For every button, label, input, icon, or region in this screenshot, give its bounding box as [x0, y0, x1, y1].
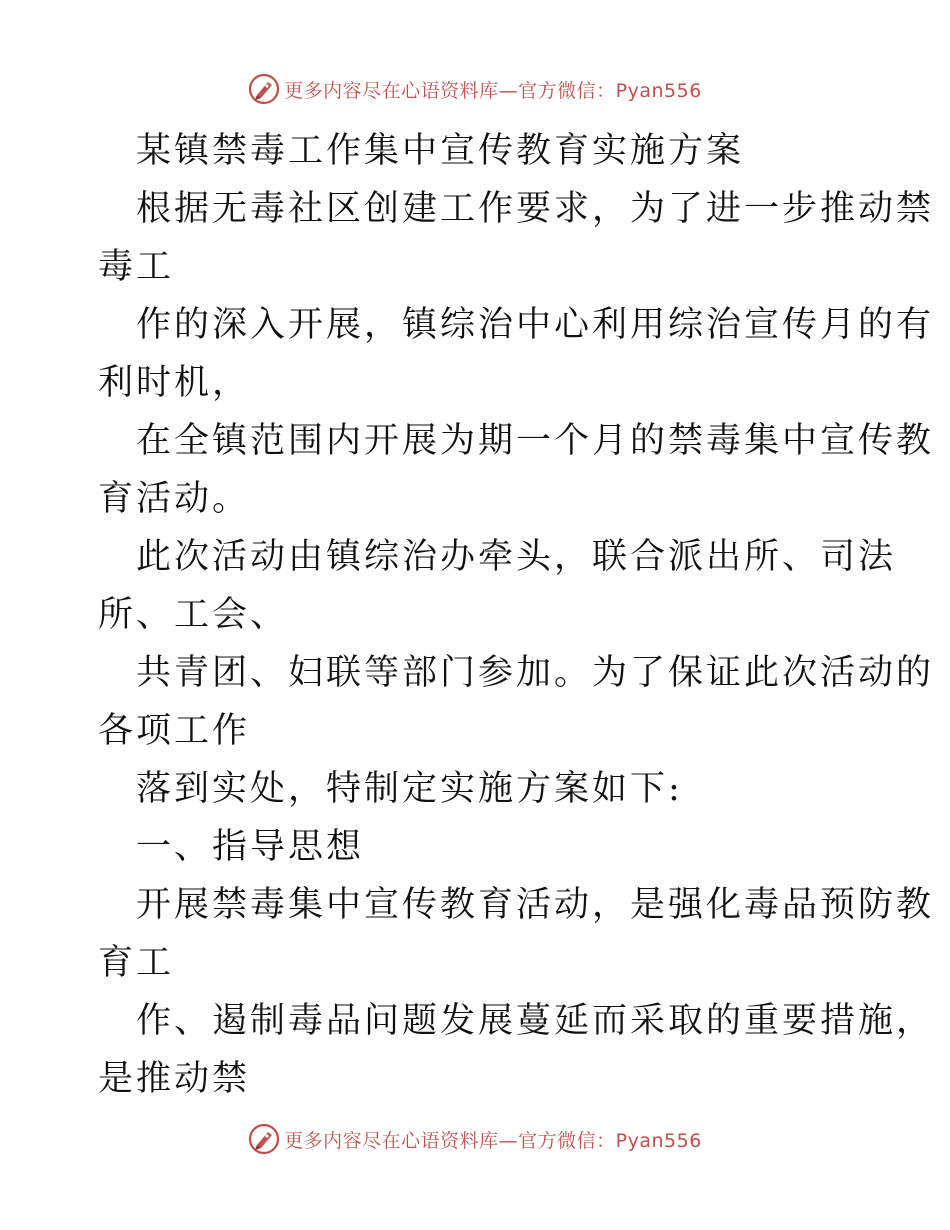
doc-line: 作的深入开展，镇综治中心利用综治宣传月的有 [136, 305, 935, 345]
doc-line: 育活动。 [98, 479, 251, 519]
doc-line: 毒工 [98, 247, 175, 287]
section-heading: 一、指导思想 [136, 827, 365, 867]
doc-line: 开展禁毒集中宣传教育活动，是强化毒品预防教 [136, 885, 935, 925]
doc-line: 根据无毒社区创建工作要求，为了进一步推动禁 [136, 189, 935, 229]
doc-line: 作、遏制毒品问题发展蔓延而采取的重要措施， [136, 1001, 935, 1041]
doc-line: 在全镇范围内开展为期一个月的禁毒集中宣传教 [136, 421, 935, 461]
doc-line: 所、工会、 [98, 595, 289, 635]
watermark-banner-top [0, 72, 950, 106]
pen-nib-logo-icon [248, 1123, 280, 1155]
watermark-banner-bottom [0, 1122, 950, 1156]
document-body [98, 122, 935, 1108]
watermark-text: 更多内容尽在心语资料库—官方微信：Pyan556 [284, 79, 702, 102]
doc-line: 是推动禁 [98, 1059, 251, 1099]
doc-line: 育工 [98, 943, 175, 983]
doc-title: 某镇禁毒工作集中宣传教育实施方案 [136, 131, 745, 171]
doc-line: 此次活动由镇综治办牵头，联合派出所、司法 [136, 537, 897, 577]
pen-nib-logo-icon [248, 73, 280, 105]
doc-line: 利时机， [98, 363, 251, 403]
doc-line: 落到实处，特制定实施方案如下: [136, 769, 683, 809]
doc-line: 各项工作 [98, 711, 251, 751]
doc-line: 共青团、妇联等部门参加。为了保证此次活动的 [136, 653, 935, 693]
watermark-text: 更多内容尽在心语资料库—官方微信：Pyan556 [284, 1129, 702, 1152]
